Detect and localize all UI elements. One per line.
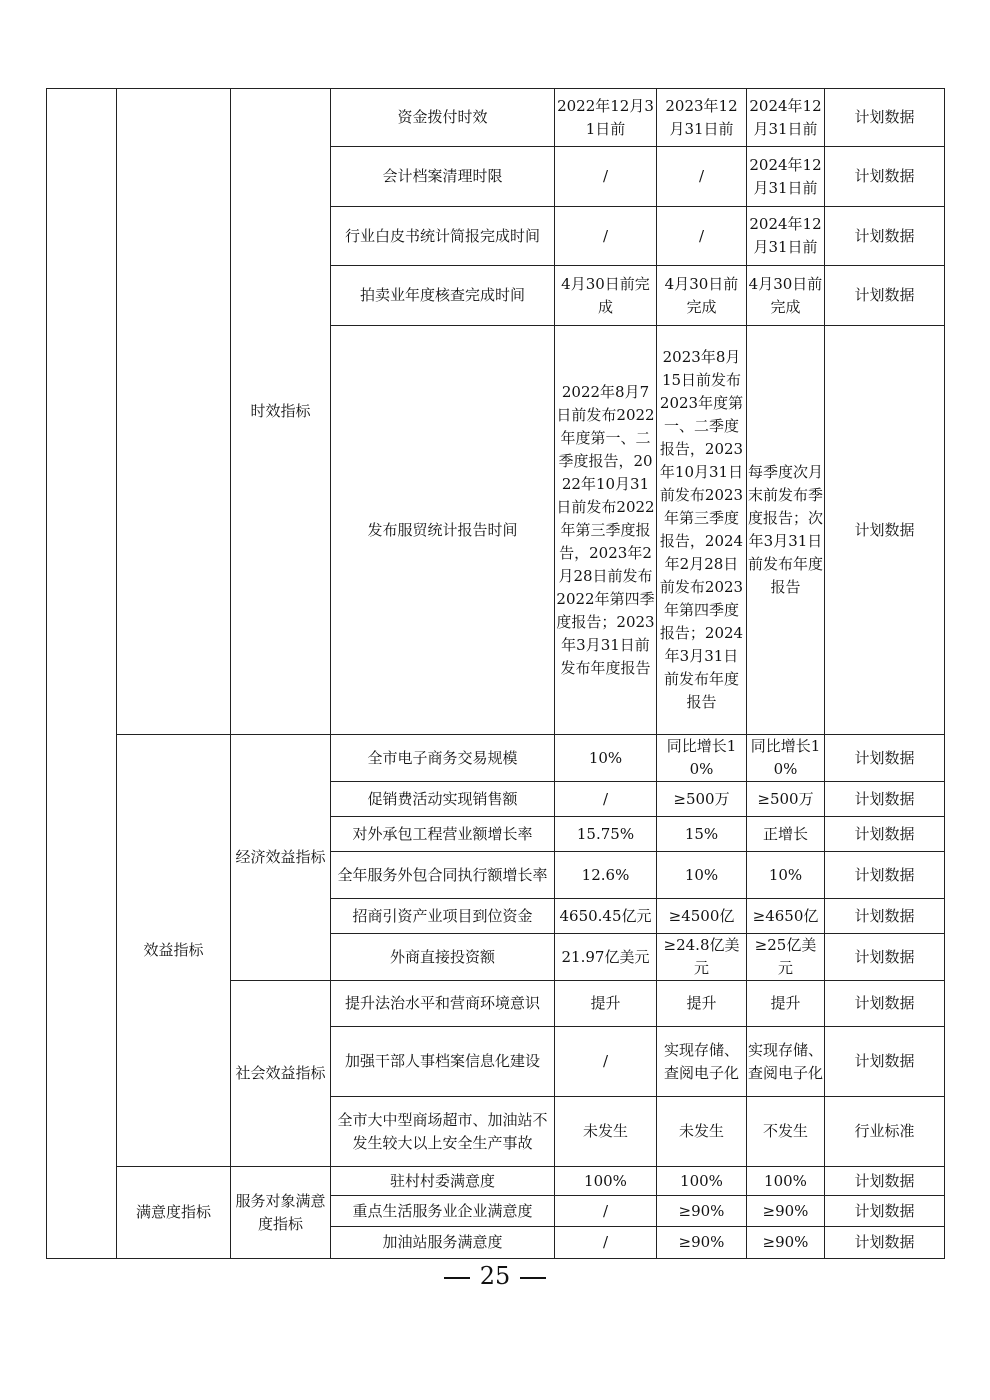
value-2024: 不发生 (747, 1097, 825, 1167)
value-2022: 100% (555, 1167, 657, 1196)
value-2023: 未发生 (657, 1097, 747, 1167)
page-number-value: 25 (479, 1262, 511, 1290)
value-2023: 实现存储、查阅电子化 (657, 1027, 747, 1097)
basis: 计划数据 (825, 207, 945, 266)
value-2023: ≥90% (657, 1196, 747, 1227)
value-2023: ≥4500亿 (657, 899, 747, 934)
value-2024: 4月30日前完成 (747, 266, 825, 326)
indicator-name: 全市电子商务交易规模 (331, 735, 555, 782)
page-number (0, 1262, 990, 1290)
value-2022: 4650.45亿元 (555, 899, 657, 934)
indicator-name: 提升法治水平和营商环境意识 (331, 981, 555, 1027)
value-2022: 2022年12月31日前 (555, 89, 657, 147)
performance-indicator-table (46, 88, 945, 1259)
page-number-left-dash (444, 1277, 470, 1279)
basis: 计划数据 (825, 852, 945, 899)
value-2022: 12.6% (555, 852, 657, 899)
indicator-name: 资金拨付时效 (331, 89, 555, 147)
benefit-group: 效益指标 (117, 735, 231, 1167)
indicator-name: 发布服贸统计报告时间 (331, 326, 555, 735)
social-category: 社会效益指标 (231, 981, 331, 1167)
value-2024: 每季度次月末前发布季度报告；次年3月31日前发布年度报告 (747, 326, 825, 735)
value-2022: / (555, 147, 657, 207)
basis: 计划数据 (825, 934, 945, 981)
value-2024: ≥500万 (747, 782, 825, 817)
basis: 行业标准 (825, 1097, 945, 1167)
value-2022: 21.97亿美元 (555, 934, 657, 981)
service-target-category: 服务对象满意度指标 (231, 1167, 331, 1259)
value-2024: 实现存储、查阅电子化 (747, 1027, 825, 1097)
value-2022: 提升 (555, 981, 657, 1027)
value-2024: ≥90% (747, 1196, 825, 1227)
value-2024: 2024年12月31日前 (747, 207, 825, 266)
value-2023: 提升 (657, 981, 747, 1027)
basis: 计划数据 (825, 782, 945, 817)
value-2023: 同比增长10% (657, 735, 747, 782)
indicator-name: 加油站服务满意度 (331, 1227, 555, 1259)
indicator-name: 加强干部人事档案信息化建设 (331, 1027, 555, 1097)
value-2023: 15% (657, 817, 747, 852)
value-2022: / (555, 207, 657, 266)
value-2023: 4月30日前完成 (657, 266, 747, 326)
value-2024: 100% (747, 1167, 825, 1196)
value-2024: 10% (747, 852, 825, 899)
indicator-name: 行业白皮书统计简报完成时间 (331, 207, 555, 266)
basis: 计划数据 (825, 147, 945, 207)
basis: 计划数据 (825, 1027, 945, 1097)
indicator-name: 促销费活动实现销售额 (331, 782, 555, 817)
basis: 计划数据 (825, 1196, 945, 1227)
basis: 计划数据 (825, 1167, 945, 1196)
basis: 计划数据 (825, 817, 945, 852)
value-2023: ≥500万 (657, 782, 747, 817)
basis: 计划数据 (825, 1227, 945, 1259)
value-2022: 10% (555, 735, 657, 782)
value-2024: ≥25亿美元 (747, 934, 825, 981)
value-2022: 15.75% (555, 817, 657, 852)
value-2022: 4月30日前完成 (555, 266, 657, 326)
value-2024: ≥4650亿 (747, 899, 825, 934)
table-row (47, 735, 945, 782)
indicator-name: 全年服务外包合同执行额增长率 (331, 852, 555, 899)
table-row (47, 89, 945, 147)
value-2022: / (555, 1196, 657, 1227)
value-2024: 正增长 (747, 817, 825, 852)
basis: 计划数据 (825, 266, 945, 326)
value-2024: 2024年12月31日前 (747, 89, 825, 147)
value-2024: 同比增长10% (747, 735, 825, 782)
indicator-name: 招商引资产业项目到位资金 (331, 899, 555, 934)
value-2023: / (657, 207, 747, 266)
indicator-name: 对外承包工程营业额增长率 (331, 817, 555, 852)
basis: 计划数据 (825, 735, 945, 782)
satisfaction-group: 满意度指标 (117, 1167, 231, 1259)
timeliness-category: 时效指标 (231, 89, 331, 735)
indicator-name: 重点生活服务业企业满意度 (331, 1196, 555, 1227)
value-2023: 2023年12月31日前 (657, 89, 747, 147)
value-2022: / (555, 1227, 657, 1259)
value-2022: 2022年8月7日前发布2022年度第一、二季度报告，2022年10月31日前发布2022年第三季度报告，2023年2月28日前发布2022年第四季度报告；2023年3月31日前发布年度报告 (555, 326, 657, 735)
value-2023: / (657, 147, 747, 207)
basis: 计划数据 (825, 981, 945, 1027)
value-2024: 提升 (747, 981, 825, 1027)
table-row (47, 1167, 945, 1196)
indicator-name: 会计档案清理时限 (331, 147, 555, 207)
value-2023: 100% (657, 1167, 747, 1196)
value-2022: / (555, 1027, 657, 1097)
first-column-cell (47, 89, 117, 1259)
value-2024: 2024年12月31日前 (747, 147, 825, 207)
value-2023: ≥90% (657, 1227, 747, 1259)
basis: 计划数据 (825, 899, 945, 934)
basis: 计划数据 (825, 89, 945, 147)
value-2023: ≥24.8亿美元 (657, 934, 747, 981)
value-2022: 未发生 (555, 1097, 657, 1167)
value-2023: 10% (657, 852, 747, 899)
page-number-right-dash (520, 1277, 546, 1279)
basis: 计划数据 (825, 326, 945, 735)
col2-blank-cell (117, 89, 231, 735)
value-2023: 2023年8月15日前发布2023年度第一、二季度报告，2023年10月31日前发布2023年第三季度报告，2024年2月28日前发布2023年第四季度报告；2024年3月31日前发布年度报告 (657, 326, 747, 735)
indicator-name: 驻村村委满意度 (331, 1167, 555, 1196)
indicator-name: 全市大中型商场超市、加油站不发生较大以上安全生产事故 (331, 1097, 555, 1167)
value-2024: ≥90% (747, 1227, 825, 1259)
indicator-name: 外商直接投资额 (331, 934, 555, 981)
economic-category: 经济效益指标 (231, 735, 331, 981)
value-2022: / (555, 782, 657, 817)
indicator-name: 拍卖业年度核查完成时间 (331, 266, 555, 326)
